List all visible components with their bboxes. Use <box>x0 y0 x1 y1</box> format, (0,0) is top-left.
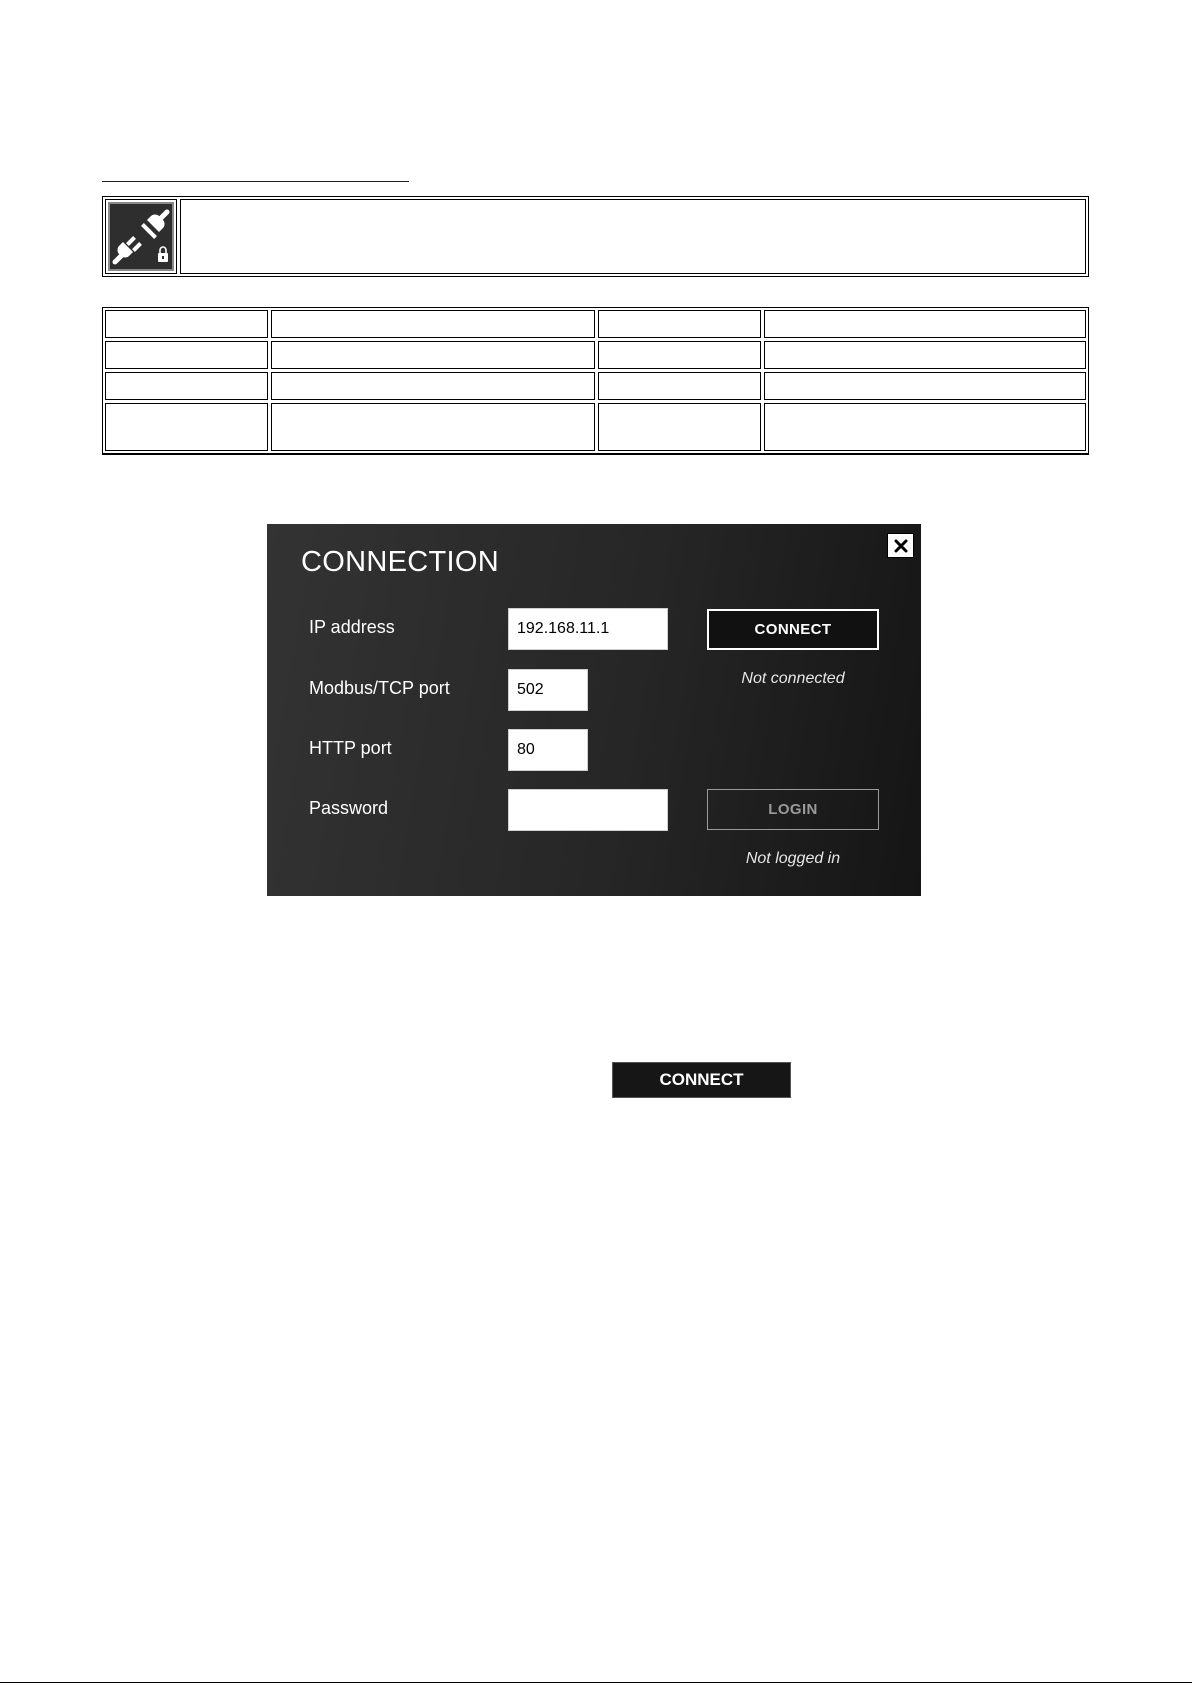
table-cell <box>764 341 1086 369</box>
table-cell <box>598 310 761 338</box>
table-cell <box>598 372 761 400</box>
table-cell <box>271 403 595 451</box>
password-input[interactable] <box>508 789 668 831</box>
login-button[interactable]: LOGIN <box>707 789 879 830</box>
http-port-input[interactable] <box>508 729 588 771</box>
modbus-port-label: Modbus/TCP port <box>309 678 450 698</box>
section-title-rule <box>102 181 409 182</box>
table-cell <box>764 372 1086 400</box>
http-port-label: HTTP port <box>309 738 392 758</box>
table-cell <box>271 341 595 369</box>
close-icon <box>894 539 908 553</box>
page-bottom-rule <box>0 1682 1192 1683</box>
table-cell <box>598 403 761 451</box>
table-cell <box>764 310 1086 338</box>
connect-button-example[interactable]: CONNECT <box>612 1062 791 1098</box>
dialog-title: CONNECTION <box>301 546 499 578</box>
plug-lock-icon <box>108 202 174 271</box>
ip-address-input[interactable] <box>508 608 668 650</box>
login-status: Not logged in <box>745 850 841 867</box>
table-cell <box>271 372 595 400</box>
password-label: Password <box>309 798 389 818</box>
parameter-table <box>102 307 1089 455</box>
plug-icon <box>111 208 171 266</box>
table-cell <box>105 341 268 369</box>
table-cell <box>105 310 268 338</box>
ip-address-label: IP address <box>309 617 395 637</box>
table-cell <box>764 403 1086 451</box>
connection-info-box <box>102 196 1089 277</box>
lock-icon <box>158 247 168 262</box>
connection-dialog <box>267 524 921 896</box>
modbus-port-input[interactable] <box>508 669 588 711</box>
close-button[interactable] <box>887 533 914 558</box>
info-text-cell <box>180 199 1086 274</box>
connect-button[interactable]: CONNECT <box>707 609 879 650</box>
info-icon-cell <box>105 199 177 274</box>
table-cell <box>105 372 268 400</box>
table-cell <box>105 403 268 451</box>
table-cell <box>271 310 595 338</box>
table-cell <box>598 341 761 369</box>
connection-status: Not connected <box>741 670 845 687</box>
